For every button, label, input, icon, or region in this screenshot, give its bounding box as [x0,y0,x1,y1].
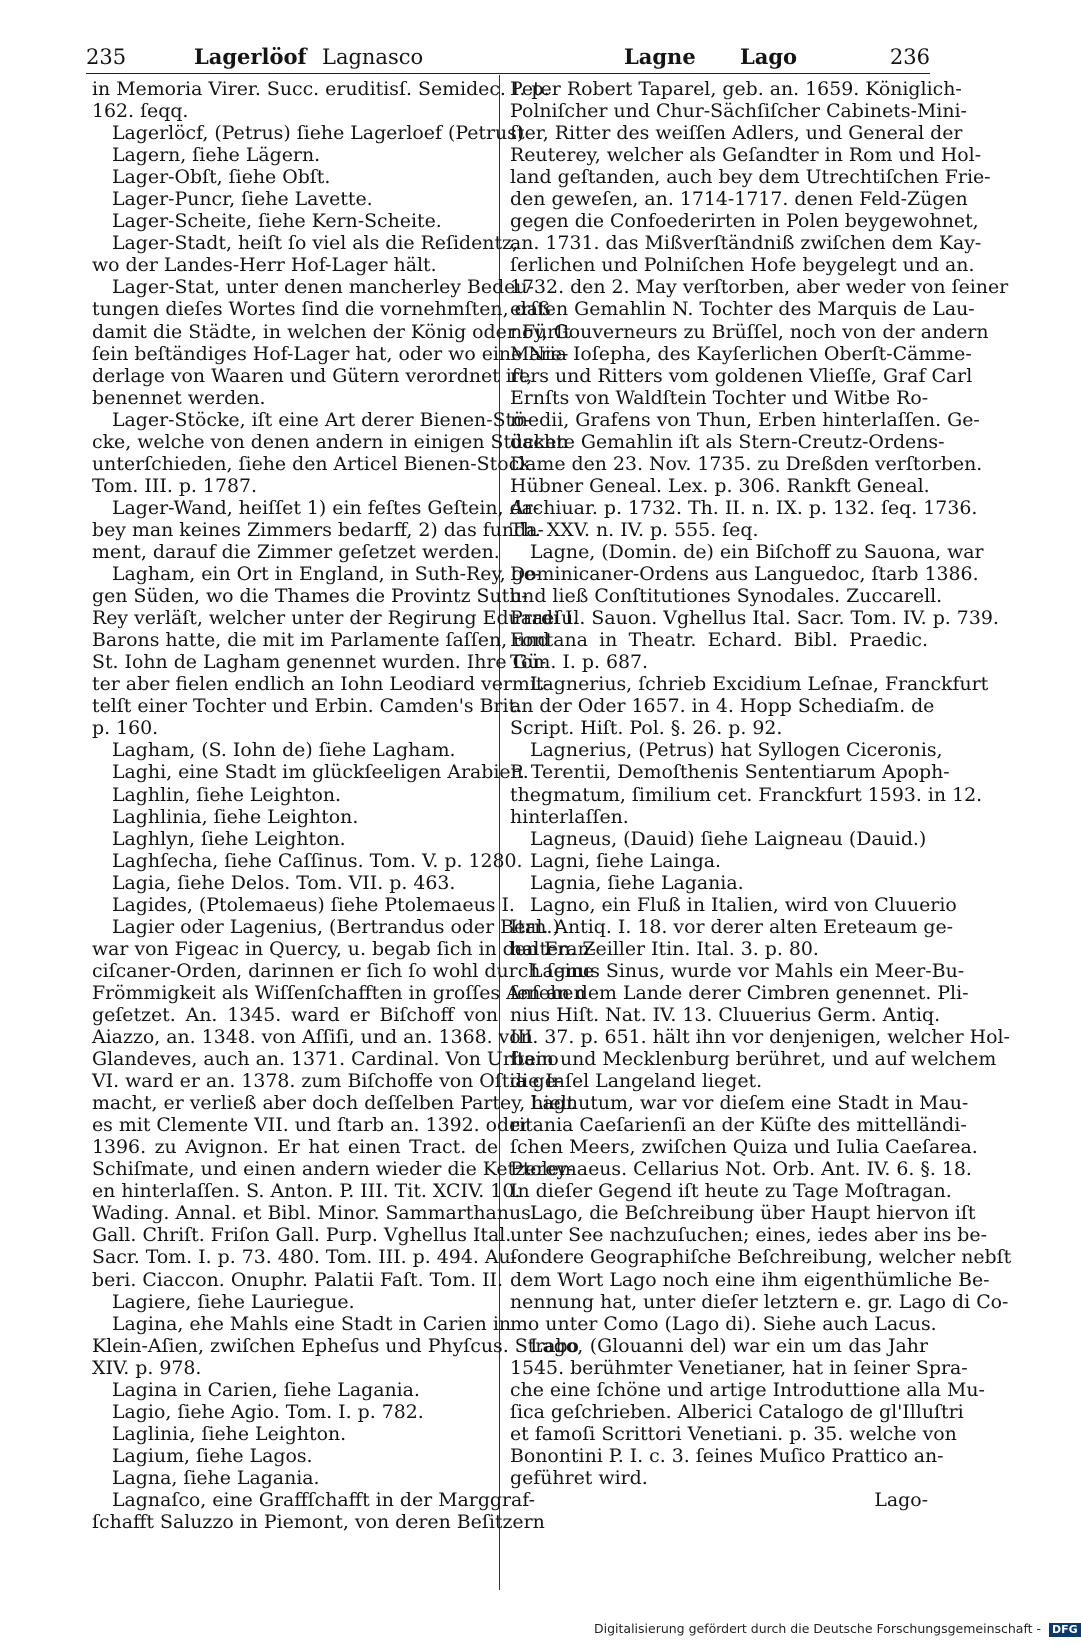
text-line: Lagnia, ſiehe Lagania. [530,871,744,894]
text-line: Wading. Annal. et Bibl. Minor. Sammarthanus [92,1202,531,1225]
text-line: in Memoria Virer. Succ. eruditisſ. Semidec. I. p. [92,78,550,100]
text-line: Lagham, (S. Iohn de) ſiehe Lagham. [112,739,456,762]
text-line: Lagnutum, war vor dieſem eine Stadt in Mau- [530,1092,969,1115]
text-line: Lager-Obſt, ſiehe Obſt. [112,166,331,189]
text-line: Schiſmate, und einen andern wieder die Ketzerey- [92,1158,574,1181]
text-line: die Inſel Langeland lieget. [510,1070,763,1093]
text-line: Lagno, ein Fluß in Italien, wird von Cluuerio [530,893,957,916]
text-line: Laghlyn, ſiehe Leighton. [112,827,346,850]
page-header [86,44,930,70]
text-line: Lagia, ſiehe Delos. Tom. VII. p. 463. [112,871,456,894]
text-line: damit die Städte, in welchen der König oder Fürſt [92,320,571,343]
text-line: benennet werden. [92,386,266,409]
text-line: 162. ſeqq. [92,100,189,123]
text-line: XIV. p. 978. [92,1356,202,1379]
text-line: ſondere Geographiſche Beſchreibung, welcher nebſt [510,1246,1012,1269]
text-line: hinterlaſſen. [510,805,629,828]
text-line: Glandeves, auch an. 1371. Cardinal. Von Urbano [92,1048,559,1071]
text-line: rers und Ritters vom goldenen Vlieſſe, Graf Carl [510,364,973,387]
text-line: war von Figeac in Quercy, u. begab ſich in den Fran- [92,937,597,960]
text-line: che eine ſchöne und artige Introduttione alla Mu- [510,1378,985,1401]
text-line: Reuterey, welcher als Geſandter in Rom und Hol- [510,144,982,167]
text-line: Lagne, (Domin. de) ein Biſchoff zu Sauona, war [530,540,984,563]
text-line: Bonontini P. I. c. 3. ſeines Muſico Prattico an- [510,1444,944,1467]
text-line: halten. Zeiller Itin. Ital. 3. p. 80. [510,937,819,960]
text-line: cke, welche von denen andern in einigen Stücken [92,430,569,453]
text-line: Lagnaſco, eine Graffſchafft in der Marggraf- [112,1489,536,1511]
text-line: Polniſcher und Chur-Sächſiſcher Cabinets-Mini- [510,100,967,123]
text-line: Lagina, ehe Mahls eine Stadt in Carien in [112,1312,512,1335]
text-line: ſica geſchrieben. Alberici Catalogo de gl'Illuſtri [510,1400,964,1423]
running-head-right-2: Lago [740,44,798,69]
text-line: ritania Caeſarienſi an der Küſte des mittelländi- [510,1114,967,1137]
text-line: erſten Gemahlin N. Tochter des Marquis de Lau- [510,298,975,321]
text-line: und ließ Conſtitutiones Synodales. Zuccarell. [510,585,943,608]
right-column [510,78,1012,1511]
text-line: Laghſecha, ſiehe Caſſinus. Tom. V. p. 1280. [112,849,523,872]
text-line: Laghlin, ſiehe Leighton. [112,783,342,806]
text-line: Lager-Wand, heiſſet 1) ein feſtes Geſtein, da- [112,496,540,519]
text-line: Lagni, ſiehe Lainga. [530,849,722,872]
page-number-right: 236 [889,45,930,69]
text-line: Lagier oder Lagenius, (Bertrandus oder Bern.) [112,915,560,938]
text-line: Script. Hiſt. Pol. §. 26. p. 92. [510,717,783,740]
text-line: an. 1731. das Mißverſtändniß zwiſchen dem Kay- [510,232,982,255]
text-line: den geweſen, an. 1714-1717. denen Feld-Zügen [510,188,968,211]
text-line: land geſtanden, auch bey dem Utrechtiſchen Frie- [510,166,991,189]
text-line: telſt einer Tochter und Erbin. Camden's Brit. [92,695,523,718]
text-line: Ptolemaeus. Cellarius Not. Orb. Ant. IV. 6. §. 18. [510,1158,972,1181]
text-line: St. Iohn de Lagham genennet wurden. Ihre Gü- [92,651,547,674]
digitization-credit: Digitalisierung gefördert durch die Deutsche Forschungsgemeinschaft - [594,1621,1042,1636]
text-line: Lagnus Sinus, wurde vor Mahls ein Meer-Bu- [530,959,965,982]
text-line: ſerlichen und Polniſchen Hofe beygelegt und an. [510,254,975,277]
text-line: Lagides, (Ptolemaeus) ſiehe Ptolemaeus I. [112,893,515,916]
text-line: Rey verläſt, welcher unter der Regirung Eduardi I. [92,607,579,630]
text-line: unterſchieden, ſiehe den Articel Bienen-Stock. [92,452,537,475]
text-line: Archiuar. p. 1732. Th. II. n. IX. p. 132. ſeq. 1736. [510,496,978,519]
text-line: Lagio, ſiehe Agio. Tom. I. p. 782. [112,1400,424,1423]
text-line: Lagerlöcf, (Petrus) ſiehe Lagerloef (Petrus) [112,122,525,145]
text-line: macht, er verließ aber doch deſſelben Partey, hielt [92,1092,575,1115]
text-line: Lagna, ſiehe Lagania. [112,1466,320,1489]
text-line: ment, darauf die Zimmer geſetzet werden. [92,540,500,563]
text-line: Lager-Stöcke, iſt eine Art derer Bienen-Stö- [112,408,531,431]
text-line: Frömmigkeit als Wiſſenſchafften in groſſes Anſehen [92,981,586,1004]
text-line: mo unter Como (Lago di). Siehe auch Lacus. [510,1312,937,1335]
text-line: gegen die Confoederirten in Polen beygewohnet, [510,210,979,233]
text-line: 1732. den 2. May verſtorben, aber weder von ſeiner [510,276,1009,299]
text-line: derlage von Waaren und Gütern verordnet iſt, [92,364,533,387]
text-line: wo der Landes-Herr Hof-Lager hält. [92,254,437,277]
text-line: Lago, (Glouanni del) war ein um das Jahr [530,1334,928,1357]
text-line: ſtein und Mecklenburg berühret, und auf welchem [510,1048,997,1071]
footer [594,1620,1081,1638]
text-line: Lagina in Carien, ſiehe Lagania. [112,1378,420,1401]
text-line: thegmatum, ſimilium cet. Franckfurt 1593. in 12. [510,783,983,806]
text-line: tungen dieſes Wortes ſind die vornehmſten, daß [92,298,551,321]
text-line: unter See nachzuſuchen; eines, iedes aber ins be- [510,1224,987,1247]
text-line: en hinterlaſſen. S. Anton. P. III. Tit. XCIV. 10. [92,1180,521,1203]
text-line: nius Hiſt. Nat. IV. 13. Cluuerius Germ. Antiq. [510,1003,941,1026]
text-line: Sacr. Tom. I. p. 73. 480. Tom. III. p. 494. Au- [92,1246,518,1269]
text-line: noy, Gouverneurs zu Brüſſel, noch von der andern [510,320,989,343]
text-line: Lager-Puncr, ſiehe Lavette. [112,188,373,211]
text-line: In dieſer Gegend iſt heute zu Tage Moſtragan. [510,1180,952,1203]
page-number-left: 235 [86,45,127,69]
running-head-left-2: Lagnasco [322,45,424,69]
text-line: 1396. zu Avignon. Er hat einen Tract. de [92,1136,498,1159]
text-line: Th. XXV. n. IV. p. 555. ſeq. [510,518,759,541]
text-line: Tom. III. p. 1787. [92,474,258,497]
text-line: Lagham, ein Ort in England, in Suth-Rey, ge- [112,563,542,586]
text-line: Praeſul. Sauon. Vghellus Ital. Sacr. Tom. IV. p. 739. [510,607,999,630]
text-line: Peter Robert Taparel, geb. an. 1659. Königlich- [510,78,962,100]
text-line: Lagiere, ſiehe Lauriegue. [112,1290,355,1313]
text-line: dachte Gemahlin iſt als Stern-Creutz-Ordens- [510,430,945,453]
text-line: ciſcaner-Orden, darinnen er ſich ſo wohl durch ſeine [92,959,595,982]
header-rule [86,73,930,74]
text-line: beri. Ciaccon. Onuphr. Palatii Faſt. Tom. II. [92,1268,504,1291]
text-line: P. Terentii, Demoſthenis Sententiarum Apoph- [510,761,950,784]
text-line: Lagnerius, ſchrieb Excidium Leſnae, Franckfurt [530,673,989,696]
text-line: Tom. I. p. 687. [510,651,649,674]
text-line: Maria Ioſepha, des Kayſerlichen Oberſt-Cämme- [510,342,972,365]
text-line: medii, Grafens von Thun, Erben hinterlaſſen. Ge- [510,408,980,431]
text-line: et famoſi Scrittori Venetiani. p. 35. welche von [510,1422,957,1445]
text-line: an der Oder 1657. in 4. Hopp Schediaſm. de [510,695,935,718]
text-line: III. 37. p. 651. hält ihn vor denjenigen, welcher Hol- [510,1026,1010,1049]
text-line: Gall. Chriſt. Friſon Gall. Purp. Vghellus Ital. [92,1224,512,1247]
text-line: ſter, Ritter des weiſſen Adlers, und General der [510,122,963,145]
text-line: Fontana in Theatr. Echard. Bibl. Praedic. [510,629,928,652]
text-line: Dominicaner-Ordens aus Languedoc, ſtarb 1386. [510,563,979,586]
text-line: geſetzet. An. 1345. ward er Biſchoff von [92,1003,498,1026]
text-line: Lager-Stadt, heiſt ſo viel als die Reſidentz, [112,232,519,255]
text-line: geführet wird. [510,1466,648,1489]
text-line: Lago- [874,1489,928,1511]
text-line: ter aber fielen endlich an Iohn Leodiard vermit- [92,673,550,696]
text-line: ſen an dem Lande derer Cimbren genennet. Pli- [510,981,969,1004]
text-line: Aiazzo, an. 1348. von Aſſiſi, und an. 1368. von [92,1026,533,1049]
text-line: Lagnerius, (Petrus) hat Syllogen Ciceronis, [530,739,943,762]
running-head-right-1: Lagne [624,44,696,69]
text-line: Lager-Scheite, ſiehe Kern-Scheite. [112,210,442,233]
text-line: ſein beſtändiges Hof-Lager hat, oder wo eine Nie- [92,342,569,365]
text-line: ſchafft Saluzzo in Piemont, von deren Beſitzern [92,1511,545,1534]
text-line: gen Süden, wo die Thames die Provintz Suth- [92,585,528,608]
text-line: Lagium, ſiehe Lagos. [112,1444,313,1467]
text-line: Barons hatte, die mit im Parlamente ſaſſen, und [92,629,550,652]
text-line: Laghi, eine Stadt im glückſeeligen Arabien. [112,761,529,784]
text-line: Lago, die Beſchreibung über Haupt hiervon iſt [530,1202,976,1225]
text-line: 1545. berühmter Venetianer, hat in ſeiner Spra- [510,1356,968,1379]
running-head-left-1: Lagerlöof [194,44,307,69]
text-line: VI. ward er an. 1378. zum Biſchoffe von Oſtia ge- [92,1070,563,1093]
text-line: Dame den 23. Nov. 1735. zu Dreßden verſtorben. [510,452,983,475]
text-line: Hübner Geneal. Lex. p. 306. Rankft Geneal. [510,474,930,497]
text-line: Lager-Stat, unter denen mancherley Bedeu- [112,276,534,299]
text-line: nennung hat, unter dieſer letztern e. gr. Lago di Co- [510,1290,1009,1313]
text-line: bey man keines Zimmers bedarff, 2) das funda- [92,518,544,541]
text-line: Laglinia, ſiehe Leighton. [112,1422,347,1445]
text-line: Lagern, ſiehe Lägern. [112,144,321,167]
text-line: Lagneus, (Dauid) ſiehe Laigneau (Dauid.) [530,827,927,850]
text-line: Ital. Antiq. I. 18. vor derer alten Ereteaum ge- [510,915,954,938]
dfg-logo: DFG [1049,1623,1081,1637]
text-line: Laghlinia, ſiehe Leighton. [112,805,359,828]
text-line: Ernſts von Waldſtein Tochter und Witbe Ro- [510,386,929,409]
text-line: es mit Clemente VII. und ſtarb an. 1392. oder [92,1114,530,1137]
text-line: ſchen Meers, zwiſchen Quiza und Iulia Caeſarea. [510,1136,978,1159]
text-line: dem Wort Lago noch eine ihm eigenthümliche Be- [510,1268,990,1291]
text-line: p. 160. [92,717,159,740]
text-line: Klein-Aſien, zwiſchen Epheſus und Phyſcus. Strabo [92,1334,580,1357]
